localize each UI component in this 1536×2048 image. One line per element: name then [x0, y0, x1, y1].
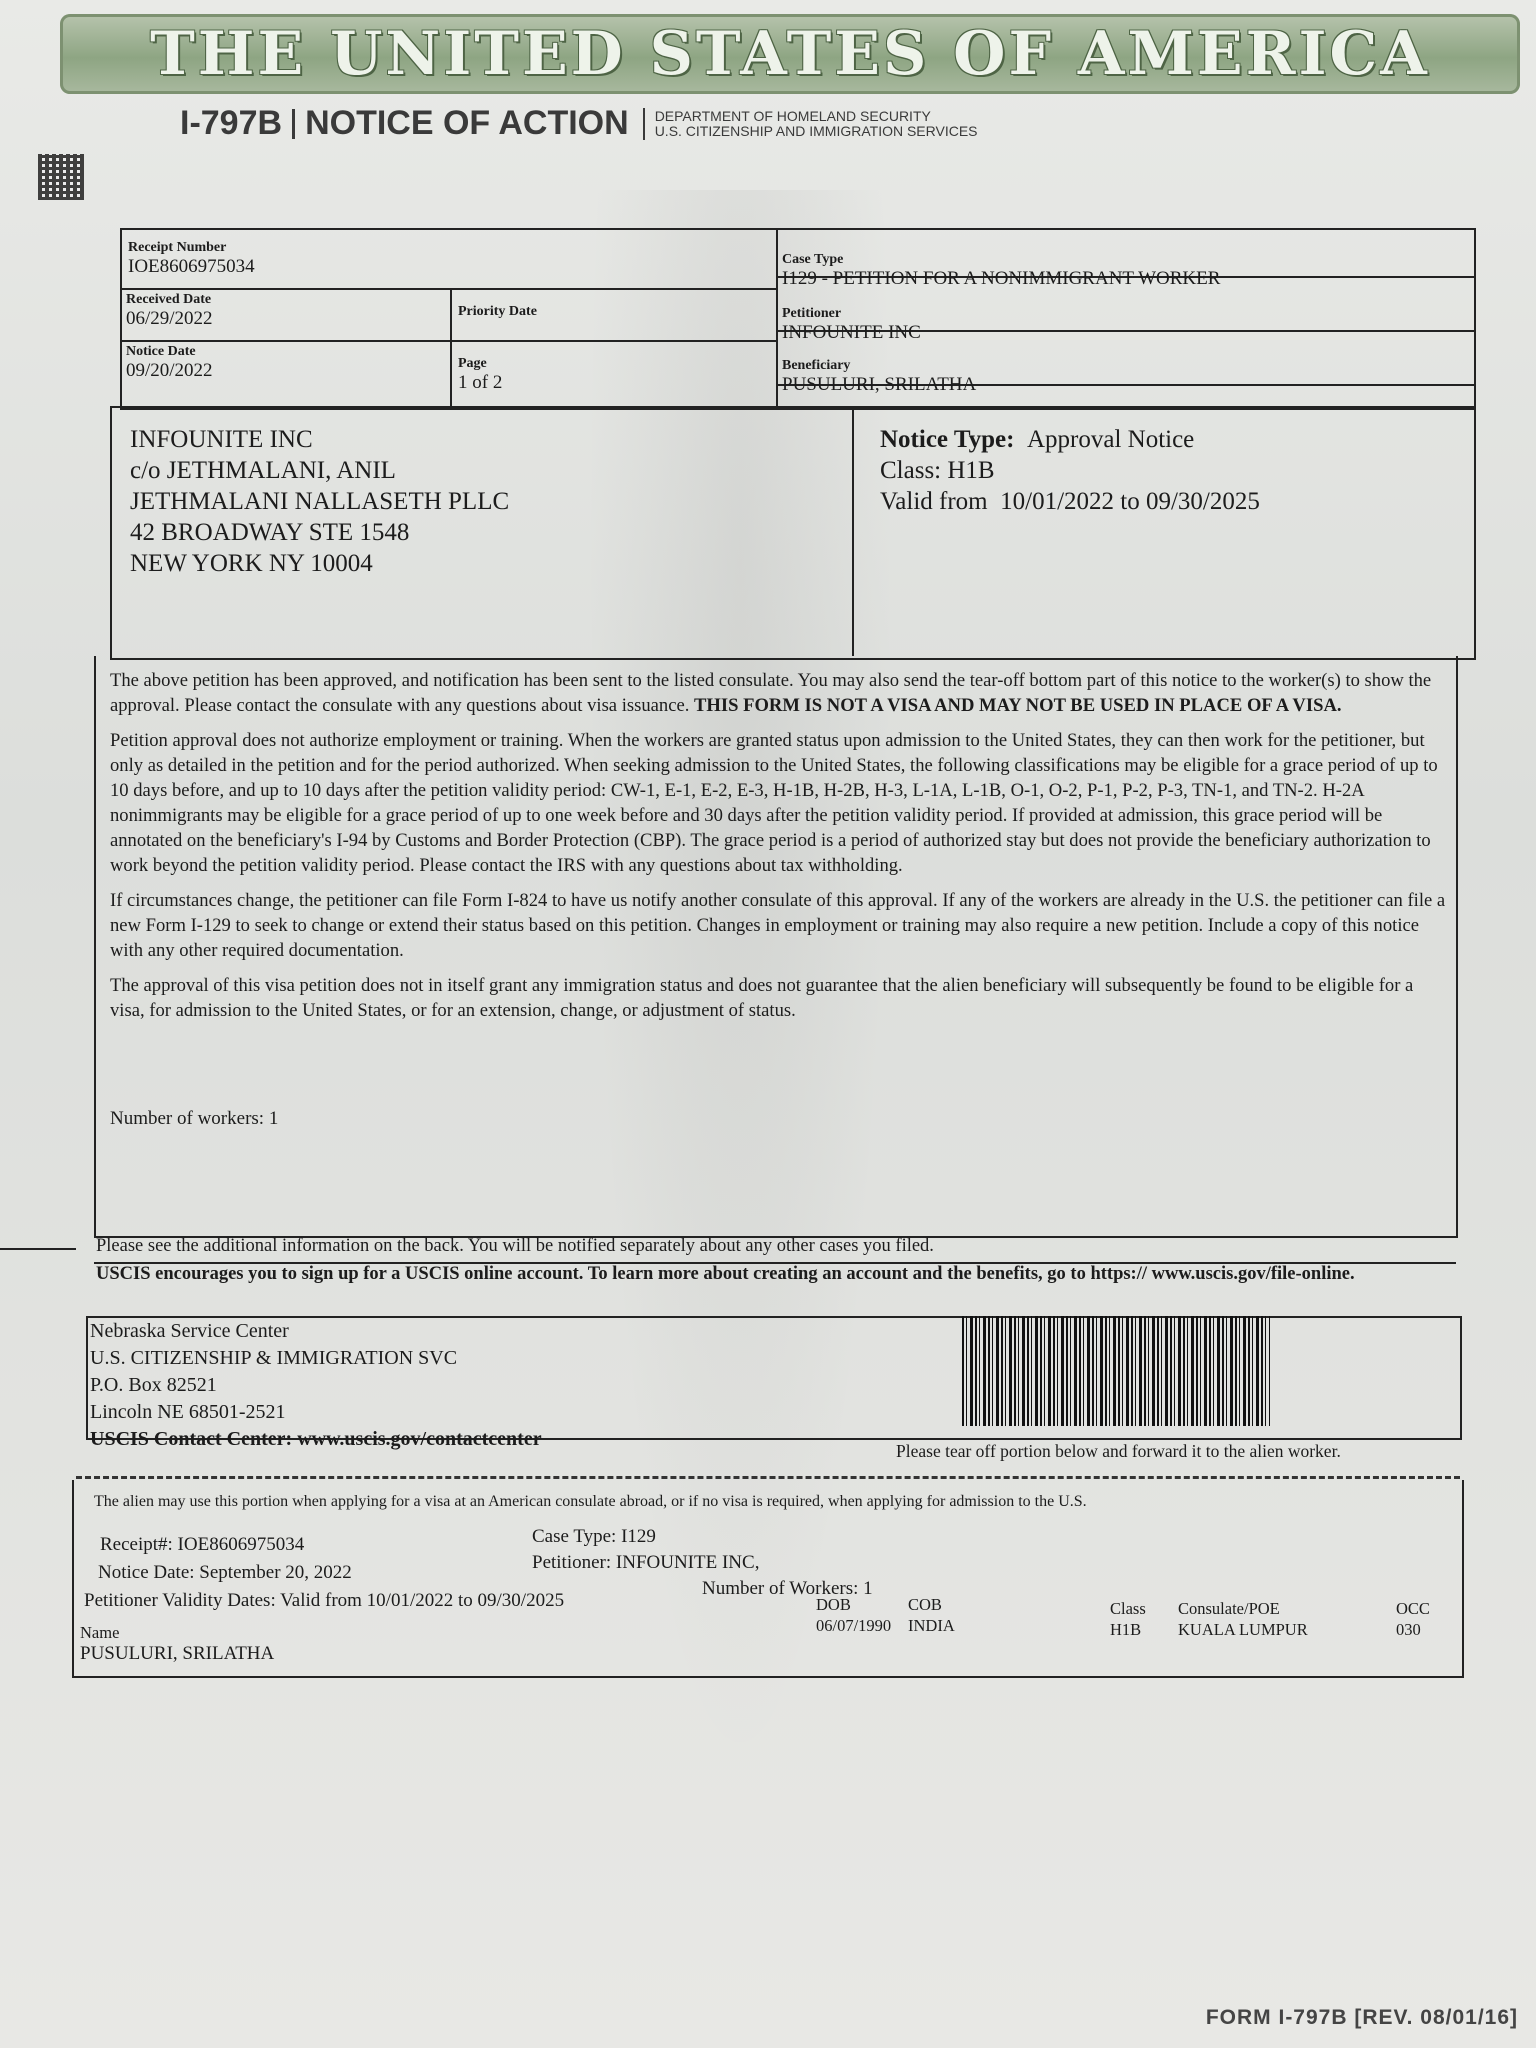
- form-revision: FORM I-797B [REV. 08/01/16]: [1205, 2006, 1518, 2029]
- contact-center: USCIS Contact Center: www.uscis.gov/contactcenter: [90, 1428, 542, 1450]
- banner: [60, 14, 1520, 94]
- stub-class-field: Class H1B: [1110, 1599, 1146, 1639]
- receipt-number-field: Receipt Number IOE8606975034: [128, 240, 255, 277]
- notice-type-value: Approval Notice: [1026, 426, 1195, 453]
- paragraph-disclaimer: The approval of this visa petition does not in itself grant any immigration status and does not guarantee that the alien beneficiary will subsequently be found to be eligible for a visa, for admission to the United States, or for an extension, change, or adjustment of status.: [110, 975, 1414, 1021]
- received-date-field: Received Date 06/29/2022: [126, 292, 213, 329]
- form-name: NOTICE OF ACTION: [305, 104, 629, 142]
- mailing-address: INFOUNITE INC c/o JETHMALANI, ANIL JETHMALANI NALLASETH PLLC 42 BROADWAY STE 1548 NEW YORK NY 10004: [130, 426, 510, 577]
- divider: [120, 288, 778, 290]
- stub-notice-date: Notice Date: September 20, 2022: [98, 1562, 352, 1583]
- valid-label: Valid from: [880, 488, 988, 515]
- petitioner-field: Petitioner INFOUNITE INC: [782, 306, 921, 343]
- divider: [120, 340, 778, 342]
- divider: [776, 228, 778, 408]
- additional-info-note: Please see the additional information on the back. You will be notified separately about any other cases you filed.: [96, 1236, 934, 1256]
- barcode: [962, 1316, 1270, 1426]
- page-field: Page 1 of 2: [458, 356, 503, 393]
- paragraph-approval: The above petition has been approved, and notification has been sent to the listed consulate. You may also send the tear-off bottom part of this notice to the worker(s) to show the approval. Please contact the consulate with any questions about visa issuance. THIS FORM IS NOT A VISA AND MAY NOT BE USED IN PLACE OF A VISA.: [110, 670, 1432, 716]
- divider: [450, 288, 452, 406]
- priority-date-field: Priority Date: [458, 304, 537, 319]
- stub-cob-field: COB INDIA: [908, 1595, 955, 1635]
- online-account-note: USCIS encourages you to sign up for a USCIS online account. To learn more about creating an account and the benefits, go to https:// www.uscis.gov/file-online.: [96, 1264, 1355, 1284]
- notice-type-label: Notice Type:: [880, 426, 1015, 453]
- margin-mark: [0, 1248, 76, 1250]
- divider: [852, 406, 854, 656]
- stub-consulate-field: Consulate/POE KUALA LUMPUR: [1178, 1599, 1308, 1639]
- stub-petitioner: Petitioner: INFOUNITE INC,: [532, 1552, 760, 1573]
- beneficiary-field: Beneficiary PUSULURI, SRILATHA: [782, 358, 977, 395]
- paragraph-circumstances: If circumstances change, the petitioner can file Form I-824 to have us notify another consulate of this approval. If any of the workers are already in the U.S. the petitioner can file a new Form I-129 to seek to change or extend their status based on this petition. Changes in employment or training may also require a new petition. Include a copy of this notice with any other required documentation.: [110, 890, 1446, 961]
- form-id: I-797B: [180, 104, 283, 142]
- stub-workers: Number of Workers: 1: [702, 1578, 873, 1599]
- notice-class: Class: H1B: [880, 457, 995, 484]
- notice-body-text: [110, 668, 1450, 1033]
- service-center-address: Nebraska Service Center U.S. CITIZENSHIP & IMMIGRATION SVC P.O. Box 82521 Lincoln NE 68501-2521 USCIS Contact Center: www.uscis.gov/contactcenter: [90, 1318, 542, 1453]
- stub-dob-field: DOB 06/07/1990: [816, 1595, 892, 1635]
- stub-name-field: Name PUSULURI, SRILATHA: [80, 1623, 275, 1664]
- notice-date-field: Notice Date 09/20/2022: [126, 344, 213, 381]
- tear-off-note: Please tear off portion below and forward it to the alien worker.: [896, 1441, 1341, 1461]
- stub-validity: Petitioner Validity Dates: Valid from 10/01/2022 to 09/30/2025: [84, 1590, 565, 1611]
- datamatrix-code: [38, 154, 84, 200]
- valid-range: 10/01/2022 to 09/30/2025: [1000, 488, 1260, 515]
- stub-intro: The alien may use this portion when applying for a visa at an American consulate abroad, or if no visa is required, when applying for admission to the U.S.: [94, 1493, 1087, 1510]
- stub-case-type: Case Type: I129: [532, 1526, 656, 1547]
- form-header: [180, 104, 978, 143]
- notice-type-block: [880, 424, 1260, 517]
- banner-title: THE UNITED STATES OF AMERICA: [150, 19, 1430, 89]
- tear-off-line: [76, 1476, 1460, 1479]
- header-separator: [292, 109, 295, 139]
- stub-occ-field: OCC 030: [1396, 1599, 1430, 1639]
- paragraph-employment: Petition approval does not authorize employment or training. When the workers are granted status upon admission to the United States, they can then work for the petitioner, but only as detailed in the petition and for the period authorized. When seeking admission to the United States, the following classifications may be eligible for a grace period of up to 10 days before, and up to 10 days after the petition validity period: CW-1, E-1, E-2, E-3, H-1B, H-2B, H-3, L-1A, L-1B, O-1, O-2, P-1, P-2, P-3, TN-1, and TN-2. H-2A nonimmigrants may be eligible for a grace period of up to one week before and 30 days after the petition validity period. If provided at admission, this grace period will be annotated on the beneficiary's I-94 by Customs and Border Protection (CBP). The grace period is a period of authorized stay but does not provide the beneficiary authorization to work beyond the petition validity period. Please contact the IRS with any questions about tax withholding.: [110, 730, 1438, 876]
- header-separator: [643, 108, 645, 140]
- agency-name: DEPARTMENT OF HOMELAND SECURITY U.S. CITIZENSHIP AND IMMIGRATION SERVICES: [654, 107, 978, 139]
- stub-receipt: Receipt#: IOE8606975034: [100, 1534, 305, 1555]
- number-of-workers: Number of workers: 1: [110, 1108, 279, 1129]
- case-type-field: Case Type I129 - PETITION FOR A NONIMMIGRANT WORKER: [782, 252, 1221, 289]
